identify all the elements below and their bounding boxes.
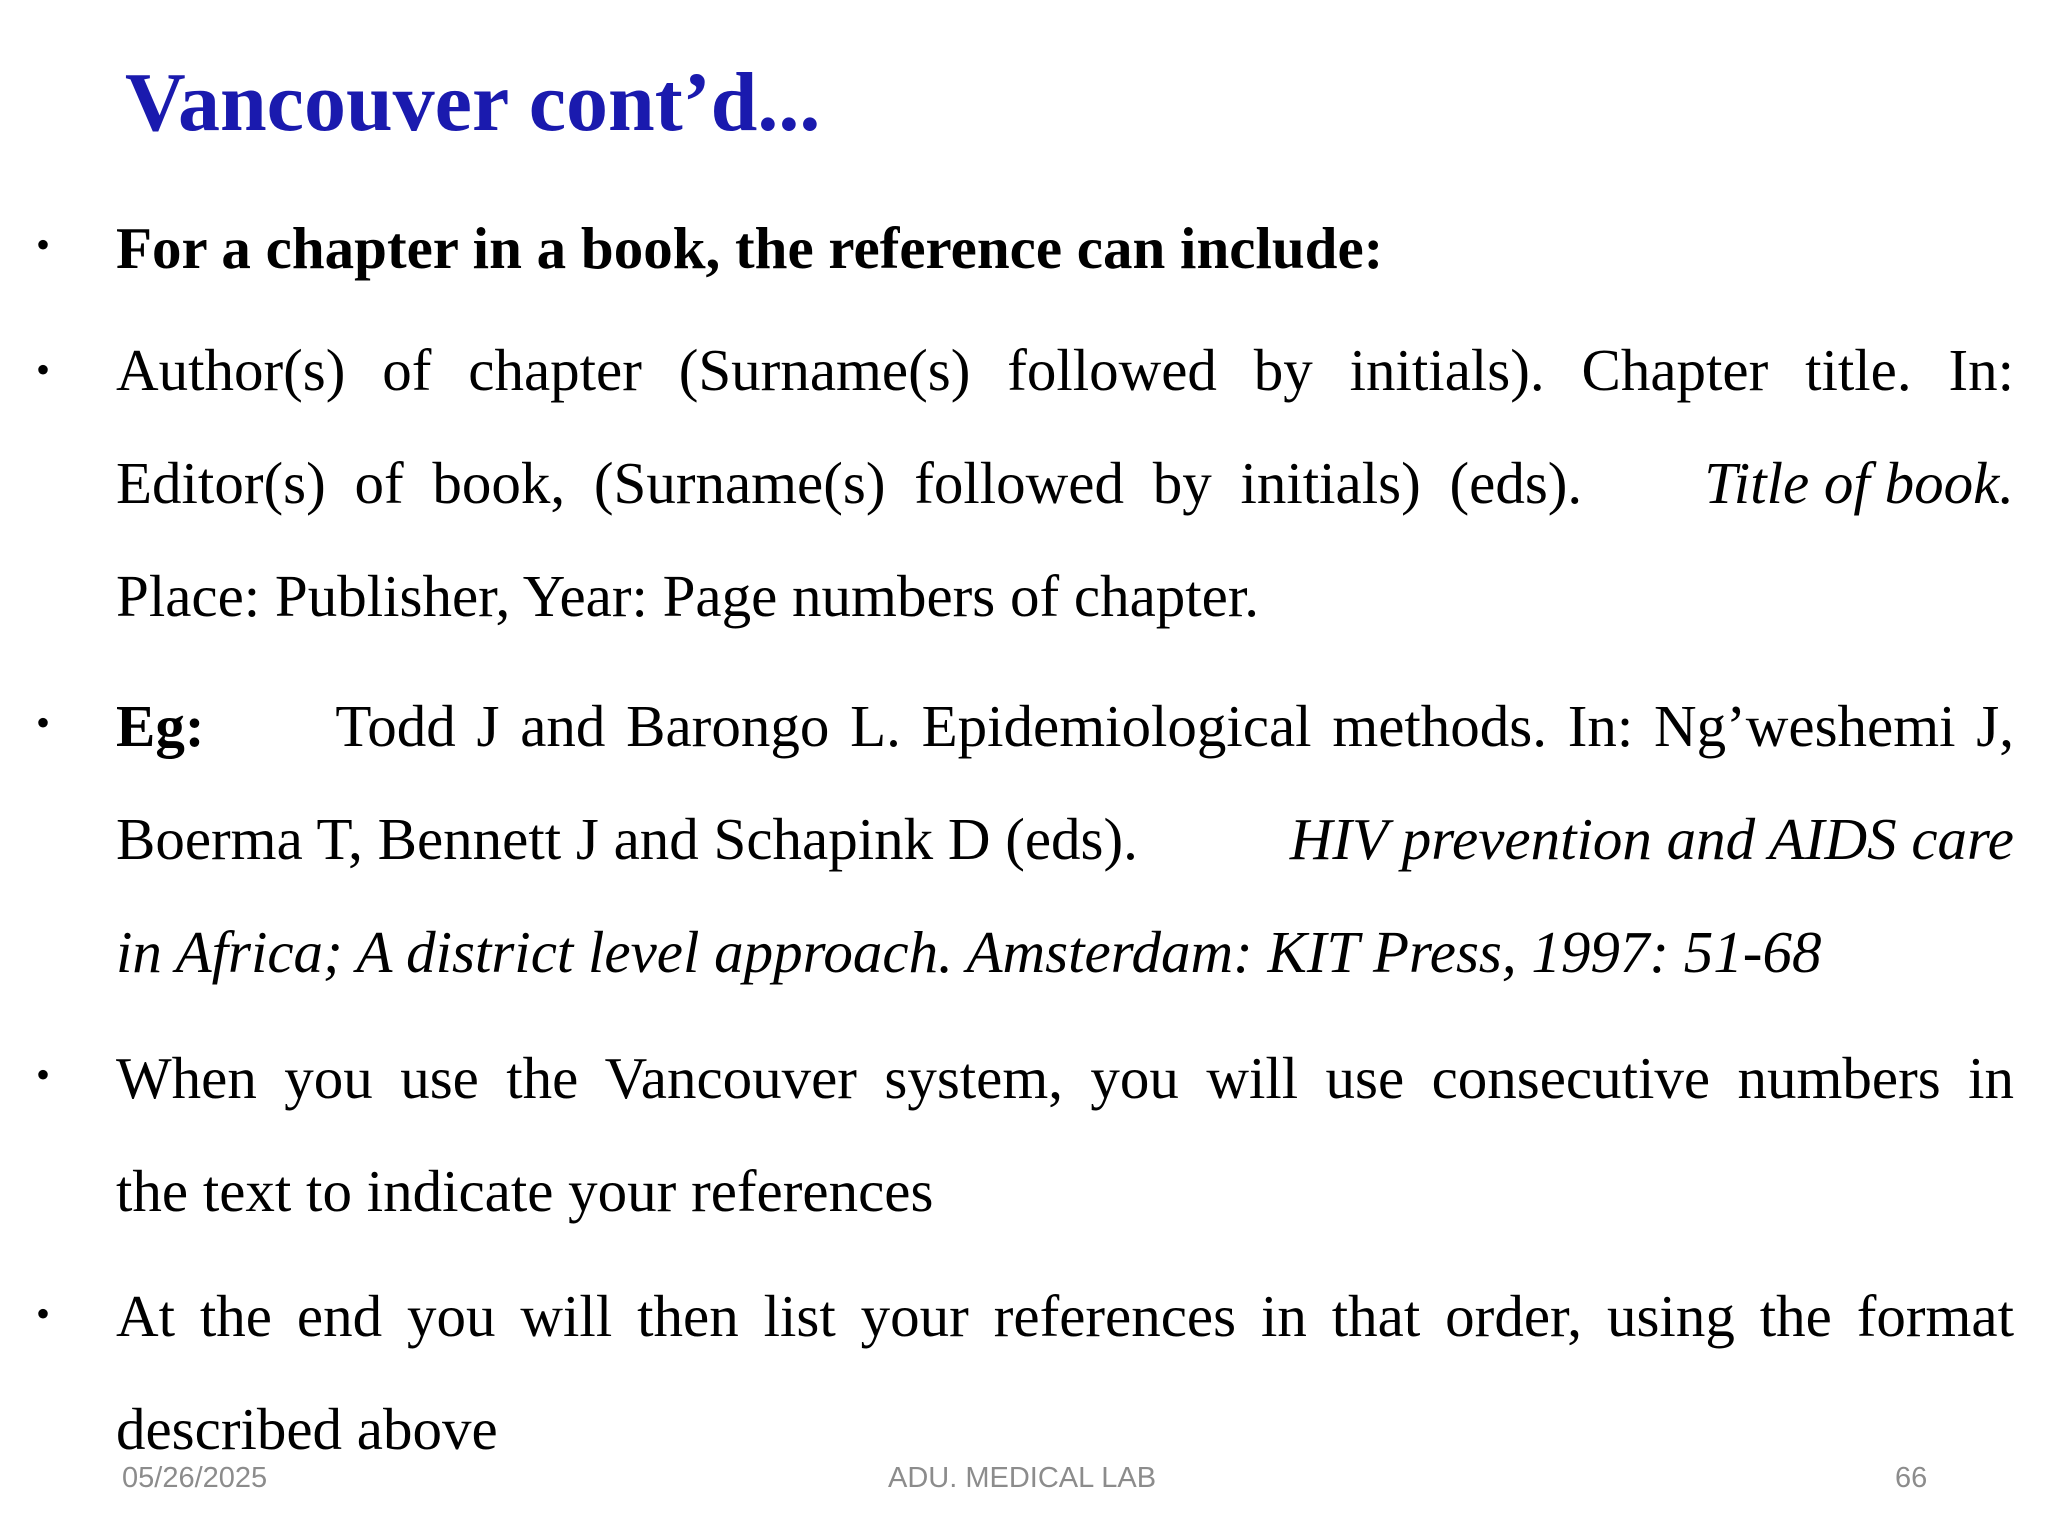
example-text-1: Todd J and Barongo L. Epidemiological methods. In: Ng’weshemi J, [335,693,2014,759]
example-line-1 [116,690,2014,762]
bullet-marker: • [36,1291,51,1336]
footer-date: 05/26/2025 [122,1462,268,1494]
bullet-marker: • [36,700,51,745]
footer-page-number: 66 [1895,1462,1928,1494]
bullet-marker: • [36,1052,51,1097]
reference-list-line-2: described above [116,1396,498,1462]
format-line-1: Author(s) of chapter (Surname(s) followed by initials). Chapter title. In: [116,337,2014,403]
example-line-2 [116,803,2014,875]
example-book-title: HIV prevention and AIDS care [1289,806,2014,872]
vancouver-usage-line-2: the text to indicate your references [116,1158,934,1224]
format-editors-text: Editor(s) of book, (Surname(s) followed by initials) (eds). [116,450,1583,516]
reference-list-line-1: At the end you will then list your references in that order, using the format [116,1283,2014,1349]
slide-title: Vancouver cont’d... [125,56,821,149]
bullet-marker: • [36,347,51,392]
footer-center-text: ADU. MEDICAL LAB [888,1462,1157,1494]
example-line-3: in Africa; A district level approach. Amsterdam: KIT Press, 1997: 51-68 [116,919,1822,985]
bullet-heading-chapter: For a chapter in a book, the reference can include: [116,215,1384,281]
format-line-3: Place: Publisher, Year: Page numbers of chapter. [116,563,1259,629]
bullet-marker: • [36,222,51,267]
format-title-of-book: Title of book. [1704,450,2014,516]
example-label: Eg: [116,693,205,759]
format-line-2 [116,447,2014,519]
vancouver-usage-line-1: When you use the Vancouver system, you will use consecutive numbers in [116,1045,2014,1111]
example-text-2: Boerma T, Bennett J and Schapink D (eds). [116,806,1138,872]
